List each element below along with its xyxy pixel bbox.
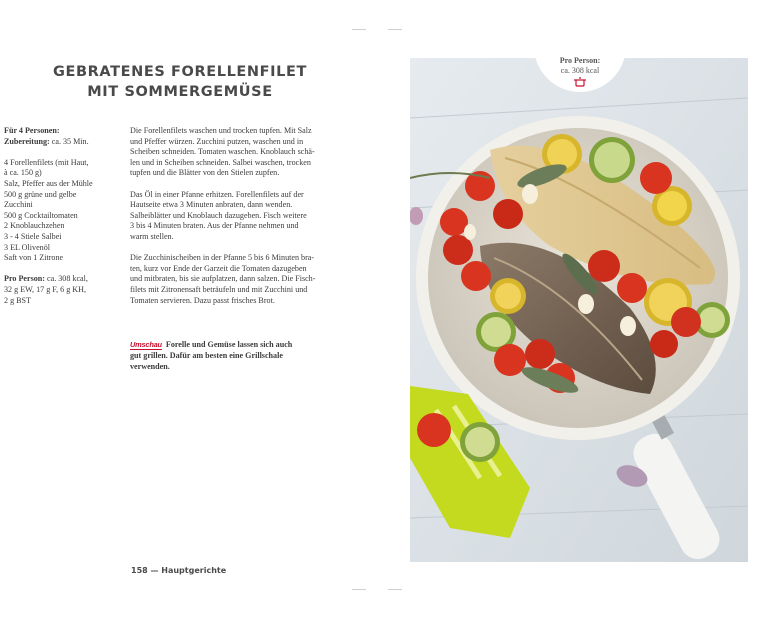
instruction-line: Das Öl in einer Pfanne erhitzen. Forellenfilets auf der (130, 189, 304, 199)
tip-line1: Forelle und Gemüse lassen sich auch (165, 340, 293, 349)
instruction-line: Salbeiblätter und Knoblauch dazugeben. Fisch weitere (130, 210, 307, 220)
pot-icon (573, 77, 587, 87)
nutrition-line1: ca. 308 kcal, (47, 274, 88, 284)
fold-mark (352, 29, 366, 30)
dish-photo (410, 58, 748, 562)
ingredient-item: 3 EL Olivenöl (4, 242, 51, 252)
prep-time (4, 137, 122, 148)
instructions-column (130, 126, 345, 306)
ingredient-item: à ca. 150 g) (4, 168, 42, 178)
recipe-title (30, 62, 330, 102)
nutrition-line3: 2 g BST (4, 295, 31, 305)
serves-label: Für 4 Personen: (4, 126, 60, 135)
instruction-step (130, 190, 345, 243)
photo-badge-value: ca. 308 kcal (560, 66, 600, 75)
instruction-line: ten, kurz vor Ende der Garzeit die Tomaten dazugeben (130, 263, 307, 273)
dish-photo-illustration (410, 58, 748, 562)
instruction-step (130, 253, 345, 306)
tip-line3: verwenden. (130, 361, 170, 371)
ingredient-list (4, 158, 122, 264)
ingredient-item: 500 g grüne und gelbe (4, 189, 77, 199)
tip-line2: gut grillen. Dafür am besten eine Grillschale (130, 350, 283, 360)
instruction-step (130, 126, 345, 179)
instruction-line: Hautseite etwa 3 Minuten anbraten, dann wenden. (130, 200, 293, 210)
instruction-line: Die Forellenfilets waschen und trocken tupfen. Mit Salz (130, 126, 312, 135)
umschau-badge: Umschau (130, 340, 162, 349)
nutrition-line2: 32 g EW, 17 g F, 6 g KH, (4, 284, 87, 294)
instruction-line: und mitbraten, bis sie aufplatzen, dann salzen. Die Fisch- (130, 274, 316, 284)
ingredient-item: 500 g Cocktailtomaten (4, 210, 78, 220)
page-footer: 158 — Hauptgerichte (131, 566, 227, 575)
ingredient-item: 4 Forellenfilets (mit Haut, (4, 157, 89, 167)
instruction-line: 3 bis 4 Minuten braten. Aus der Pfanne nehmen und (130, 221, 299, 231)
ingredient-item: Salz, Pfeffer aus der Mühle (4, 178, 93, 188)
ingredients-column (4, 126, 122, 306)
instruction-line: tupfen und die Blätter von den Stielen zupfen. (130, 168, 280, 178)
instruction-line: filets mit Zitronensaft beträufeln und mit Zucchini und (130, 284, 308, 294)
instruction-line: Die Zucchinischeiben in der Pfanne 5 bis 6 Minuten bra- (130, 253, 315, 263)
ingredient-item: 3 - 4 Stiele Salbei (4, 231, 62, 241)
ingredient-item: Zucchini (4, 200, 33, 210)
instruction-line: warm stellen. (130, 231, 174, 241)
ingredient-item: 2 Knoblauchzehen (4, 221, 65, 231)
recipe-title-line2: MIT SOMMERGEMÜSE (87, 84, 273, 100)
instruction-line: Scheiben schneiden. Tomaten waschen. Knoblauch schä- (130, 147, 315, 157)
prep-label: Zubereitung: (4, 136, 50, 146)
photo-badge-label: Pro Person: (559, 56, 601, 65)
instruction-line: len und in Scheiben schneiden. Salbei waschen, trocken (130, 157, 311, 167)
prep-value: ca. 35 Min. (51, 136, 89, 146)
instruction-line: und Pfeffer würzen. Zucchini putzen, waschen und in (130, 136, 304, 146)
tip-box (130, 340, 350, 372)
ingredient-item: Saft von 1 Zitrone (4, 253, 64, 263)
fold-mark (352, 589, 366, 590)
recipe-title-line1: GEBRATENES FORELLENFILET (52, 64, 307, 80)
nutrition-info (4, 274, 122, 285)
instruction-line: Tomaten servieren. Dazu passt frisches Brot. (130, 295, 275, 305)
nutrition-label: Pro Person: (4, 274, 45, 284)
fold-mark (388, 29, 402, 30)
fold-mark (388, 589, 402, 590)
